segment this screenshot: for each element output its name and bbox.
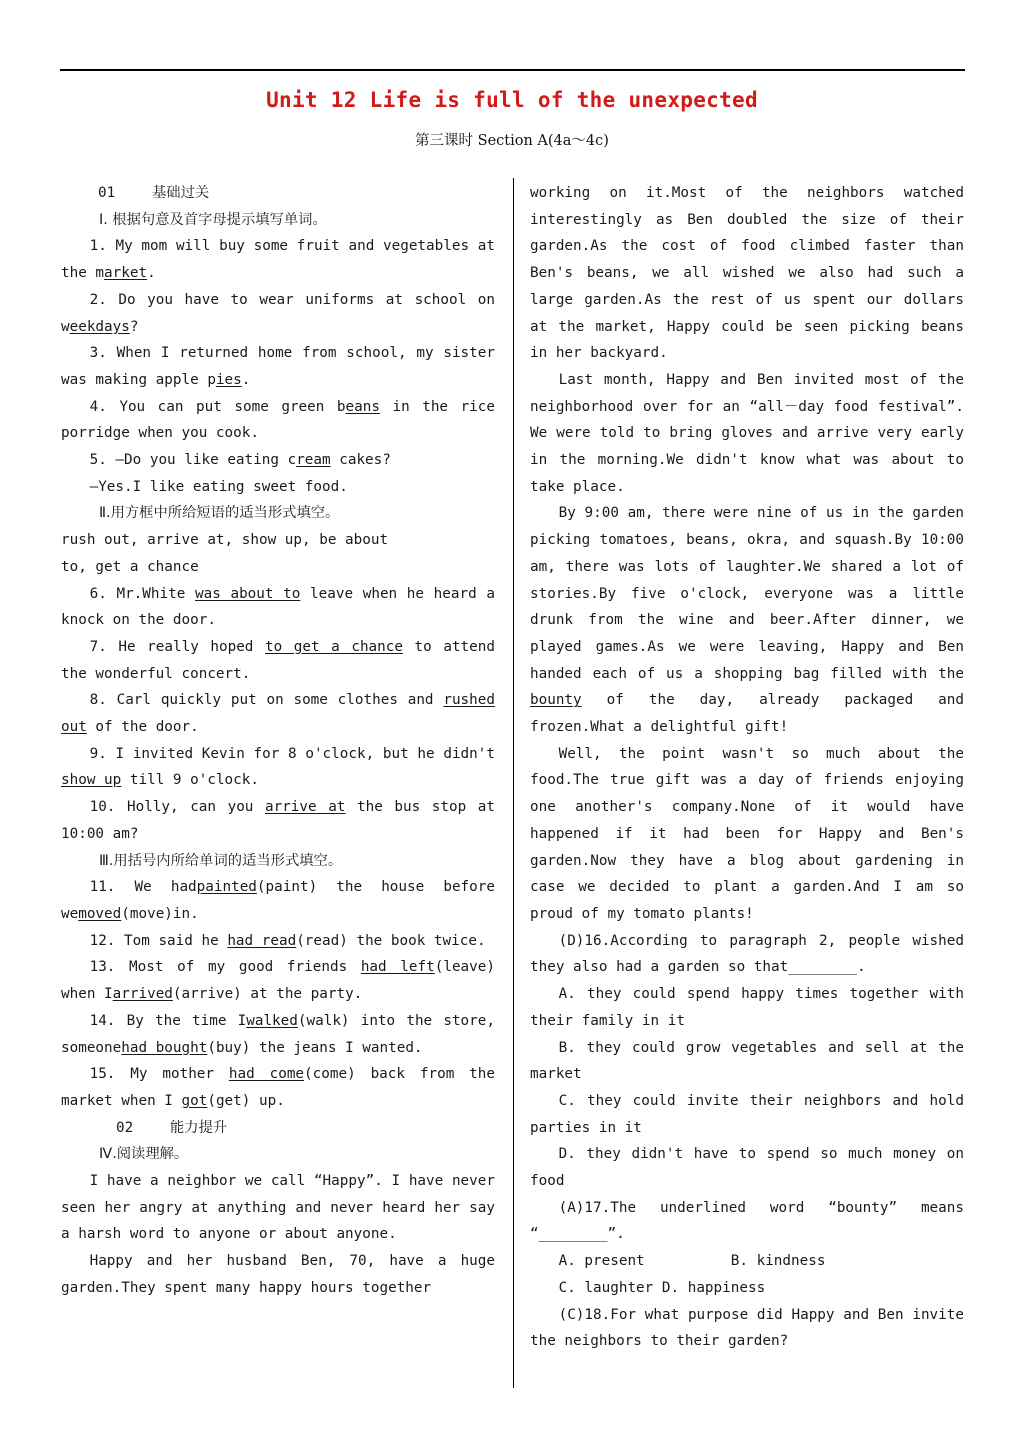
question-16-option-b: B. they could grow vegetables and sell at the market bbox=[530, 1039, 964, 1083]
section-basics-heading bbox=[61, 180, 495, 207]
question-17-stem: (A)17.The underlined word “bounty” means “________”. bbox=[530, 1199, 964, 1243]
question-16-option-d: D. they didn't have to spend so much money on food bbox=[530, 1146, 964, 1190]
reading-paragraph-3: Last month, Happy and Ben invited most of the neighborhood over for an “all－day food festival”. We were told to bring gloves and arrive very early in the morning.We didn't know what was about to take place. bbox=[530, 371, 964, 495]
question-11: 11. We hadpainted(paint) the house before wemoved(move)in. bbox=[61, 879, 495, 922]
top-rule bbox=[60, 69, 965, 71]
question-13: 13. Most of my good friends had left(leave) when Iarrived(arrive) at the party. bbox=[61, 959, 495, 1003]
question-15: 15. My mother had come(come) back from the market when I got(get) up. bbox=[61, 1066, 495, 1109]
phrase-box-line-2: to, get a chance bbox=[61, 558, 199, 575]
part1-heading: Ⅰ. 根据句意及首字母提示填写单词。 bbox=[99, 211, 327, 228]
right-column bbox=[530, 180, 964, 1355]
question-9: 9. I invited Kevin for 8 o'clock, but he didn't show up till 9 o'clock. bbox=[61, 745, 495, 789]
column-divider bbox=[513, 178, 514, 1388]
question-6: 6. Mr.White was about to leave when he heard a knock on the door. bbox=[61, 585, 495, 629]
section-number: 02 bbox=[116, 1119, 134, 1136]
question-7: 7. He really hoped to get a chance to attend the wonderful concert. bbox=[61, 638, 495, 682]
question-2: 2. Do you have to wear uniforms at school on weekdays? bbox=[61, 291, 495, 335]
question-14: 14. By the time Iwalked(walk) into the store, someonehad bought(buy) the jeans I wanted. bbox=[61, 1012, 495, 1056]
question-10: 10. Holly, can you arrive at the bus stop at 10:00 am? bbox=[61, 799, 495, 842]
section-number: 01 bbox=[98, 185, 116, 201]
part3-heading: Ⅲ.用括号内所给单词的适当形式填空。 bbox=[99, 852, 343, 869]
question-3: 3. When I returned home from school, my sister was making apple pies. bbox=[61, 345, 495, 388]
question-8: 8. Carl quickly put on some clothes and rushed out of the door. bbox=[61, 692, 495, 736]
question-5: 5. —Do you like eating cream cakes? bbox=[89, 452, 391, 469]
question-17-options-ab: A. present B. kindness bbox=[558, 1253, 826, 1270]
left-column bbox=[61, 180, 495, 1302]
question-5-reply: —Yes.I like eating sweet food. bbox=[89, 478, 348, 495]
reading-paragraph-2-start: Happy and her husband Ben, 70, have a huge garden.They spent many happy hours together bbox=[61, 1253, 495, 1296]
part2-heading: Ⅱ.用方框中所给短语的适当形式填空。 bbox=[99, 505, 340, 522]
section-advanced-heading bbox=[61, 1115, 495, 1142]
question-12: 12. Tom said he had read(read) the book twice. bbox=[89, 932, 486, 949]
bounty-underlined-word: bounty bbox=[530, 692, 582, 709]
part4-heading: Ⅳ.阅读理解。 bbox=[99, 1146, 189, 1163]
reading-paragraph-2-end: working on it.Most of the neighbors watched interestingly as Ben doubled the size of their garden.As the cost of food climbed faster than Ben's beans, we all wished we also had such a large garden.As the rest of us spent our dollars at the market, Happy could be seen picking beans in her backyard. bbox=[530, 185, 964, 362]
question-17-options-cd: C. laughter D. happiness bbox=[558, 1279, 766, 1296]
question-1: 1. My mom will buy some fruit and vegetables at the market. bbox=[61, 238, 495, 282]
question-4: 4. You can put some green beans in the rice porridge when you cook. bbox=[61, 398, 495, 442]
question-18-stem: (C)18.For what purpose did Happy and Ben invite the neighbors to their garden? bbox=[530, 1306, 964, 1350]
question-16-option-a: A. they could spend happy times together with their family in it bbox=[530, 986, 964, 1029]
section-title: 基础过关 bbox=[152, 185, 210, 201]
phrase-box-line-1: rush out, arrive at, show up, be about bbox=[61, 532, 389, 549]
reading-paragraph-1: I have a neighbor we call “Happy”. I have never seen her angry at anything and never heard her say a harsh word to anyone or about anyone. bbox=[61, 1173, 495, 1243]
section-title: 能力提升 bbox=[170, 1119, 228, 1136]
lesson-subtitle: 第三课时 Section A(4a～4c) bbox=[415, 133, 609, 149]
reading-paragraph-5: Well, the point wasn't so much about the food.The true gift was a day of friends enjoying one another's company.None of it would have happened if it had been for Happy and Ben's garden.Now they have a blog about gardening in case we decided to plant a garden.And I am so proud of my tomato plants! bbox=[530, 745, 964, 922]
question-16-stem: (D)16.According to paragraph 2, people wished they also had a garden so that________. bbox=[530, 932, 964, 976]
unit-title: Unit 12 Life is full of the unexpected bbox=[266, 88, 758, 112]
question-16-option-c: C. they could invite their neighbors and hold parties in it bbox=[530, 1092, 964, 1136]
reading-paragraph-4: By 9:00 am, there were nine of us in the garden picking tomatoes, beans, okra, and squash.By 10:00 am, there was lots of laughter.We shared a lot of stories.By five o'clock, everyone was a little drunk from the wine and beer.After dinner, we played games.As we were leaving, Happy and Ben handed each of us a shopping bag filled with the bounty of the day, already packaged and frozen.What a delightful gift! bbox=[530, 505, 964, 736]
